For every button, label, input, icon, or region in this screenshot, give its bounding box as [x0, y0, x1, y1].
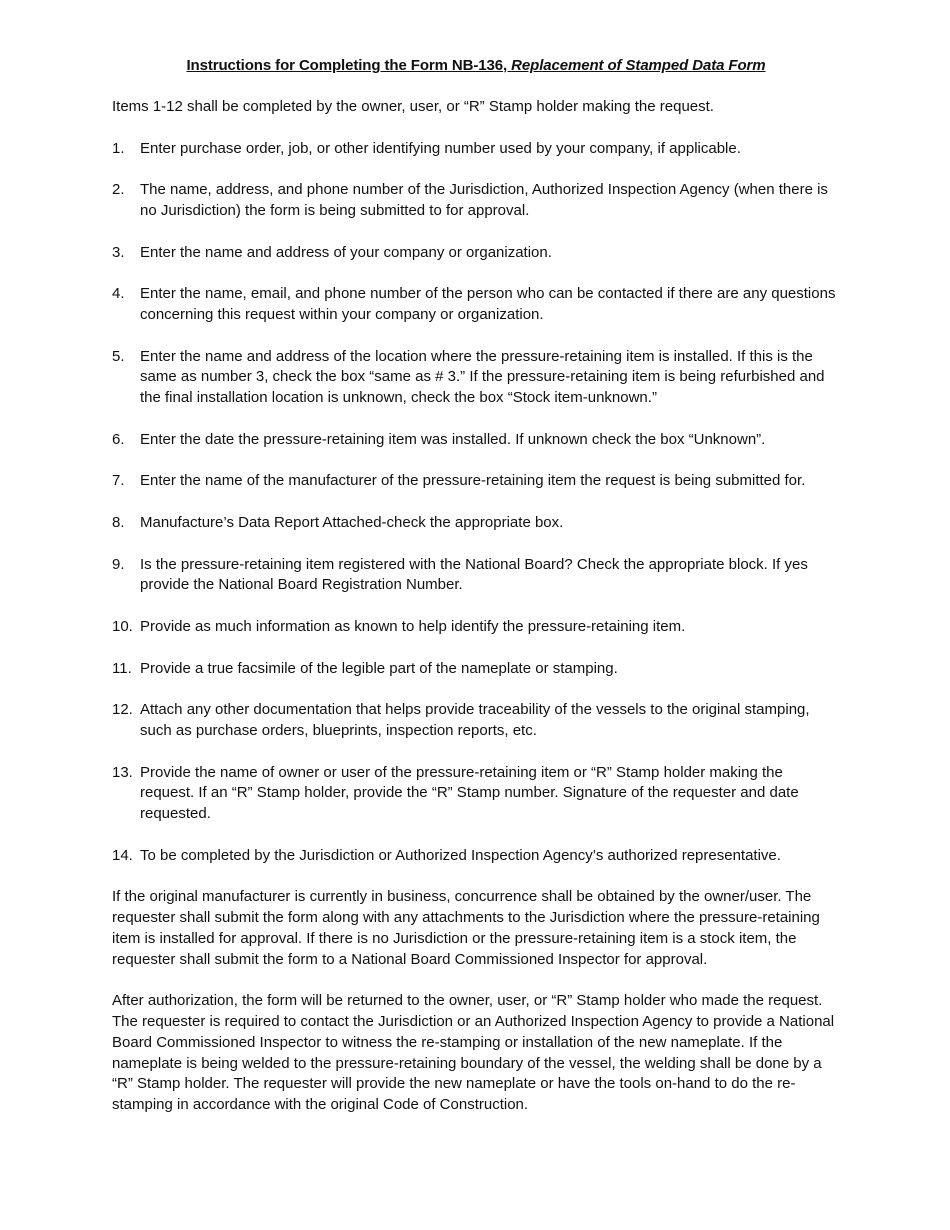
item-text: The name, address, and phone number of the Jurisdiction, Authorized Inspection Agency (when there is no Jurisdiction) the form is being submitted to for approval. [140, 181, 828, 219]
item-number: 6. [112, 430, 125, 448]
item-text: Enter the name and address of the location where the pressure-retaining item is installed. If this is the same as number 3, check the box “same as # 3.” If the pressure-retaining item is being refurbished and the final installation location is unknown, check the box “Stock item-unknown.” [140, 347, 825, 407]
list-item [112, 513, 840, 534]
instruction-list [112, 139, 840, 867]
item-text: Enter purchase order, job, or other identifying number used by your company, if applicable. [140, 139, 741, 157]
list-item [112, 243, 840, 264]
item-text: Enter the date the pressure-retaining item was installed. If unknown check the box “Unknown”. [140, 430, 766, 448]
paragraph-approval: If the original manufacturer is currently in business, concurrence shall be obtained by the owner/user. The requester shall submit the form along with any attachments to the Jurisdiction where the pressure-retaining item is installed for approval. If there is no Jurisdiction or the pressure-retaining item is a stock item, the requester shall submit the form to a National Board Commissioned Inspector for approval. [112, 888, 820, 968]
item-number: 12. [112, 701, 133, 719]
item-number: 3. [112, 243, 125, 261]
document-title [112, 56, 840, 77]
list-item [112, 471, 840, 492]
item-number: 14. [112, 846, 133, 864]
list-item [112, 617, 840, 638]
item-text: Is the pressure-retaining item registered with the National Board? Check the appropriate block. If yes provide the National Board Registration Number. [140, 555, 808, 594]
item-text: Provide a true facsimile of the legible part of the nameplate or stamping. [140, 659, 618, 677]
item-text: To be completed by the Jurisdiction or Authorized Inspection Agency’s authorized representative. [140, 846, 781, 864]
item-text: Enter the name and address of your company or organization. [140, 243, 552, 261]
title-italic: Replacement of Stamped Data Form [511, 57, 766, 74]
item-text: Provide the name of owner or user of the pressure-retaining item or “R” Stamp holder making the request. If an “R” Stamp holder, provide the “R” Stamp number. Signature of the requester and date requested. [140, 763, 799, 823]
item-text: Attach any other documentation that helps provide traceability of the vessels to the original stamping, such as purchase orders, blueprints, inspection reports, etc. [140, 701, 810, 739]
item-number: 9. [112, 555, 125, 573]
item-number: 7. [112, 472, 125, 490]
list-item [112, 139, 840, 160]
list-item [112, 846, 840, 867]
list-item [112, 430, 840, 451]
item-text: Enter the name, email, and phone number of the person who can be contacted if there are any questions concerning this request within your company or organization. [140, 285, 836, 323]
list-item [112, 347, 840, 409]
list-item [112, 180, 840, 222]
list-item [112, 700, 840, 742]
item-text: Provide as much information as known to help identify the pressure-retaining item. [140, 617, 686, 635]
item-number: 13. [112, 763, 133, 781]
paragraph-authorization: After authorization, the form will be returned to the owner, user, or “R” Stamp holder who made the request. The requester is required to contact the Jurisdiction or an Authorized Inspection Agency to provide a National Board Commissioned Inspector to witness the re-stamping or installation of the new nameplate. If the nameplate is being welded to the pressure-retaining boundary of the vessel, the welding shall be done by a “R” Stamp holder. The requester will provide the new nameplate or have the tools on-hand to do the re-stamping in accordance with the original Code of Construction. [112, 992, 835, 1114]
item-number: 1. [112, 139, 125, 157]
list-item [112, 763, 840, 825]
list-item [112, 555, 840, 597]
item-number: 5. [112, 347, 125, 365]
list-item [112, 659, 840, 680]
item-number: 11. [112, 659, 132, 677]
item-number: 4. [112, 285, 125, 303]
intro-text: Items 1-12 shall be completed by the owner, user, or “R” Stamp holder making the request. [112, 97, 714, 115]
document-page [112, 56, 840, 1137]
item-number: 8. [112, 513, 125, 531]
item-number: 10. [112, 617, 133, 635]
item-text: Enter the name of the manufacturer of the pressure-retaining item the request is being submitted for. [140, 472, 806, 490]
item-number: 2. [112, 181, 125, 199]
title-main: Instructions for Completing the Form NB-136, [186, 57, 512, 74]
list-item [112, 284, 840, 326]
item-text: Manufacture’s Data Report Attached-check the appropriate box. [140, 513, 564, 531]
